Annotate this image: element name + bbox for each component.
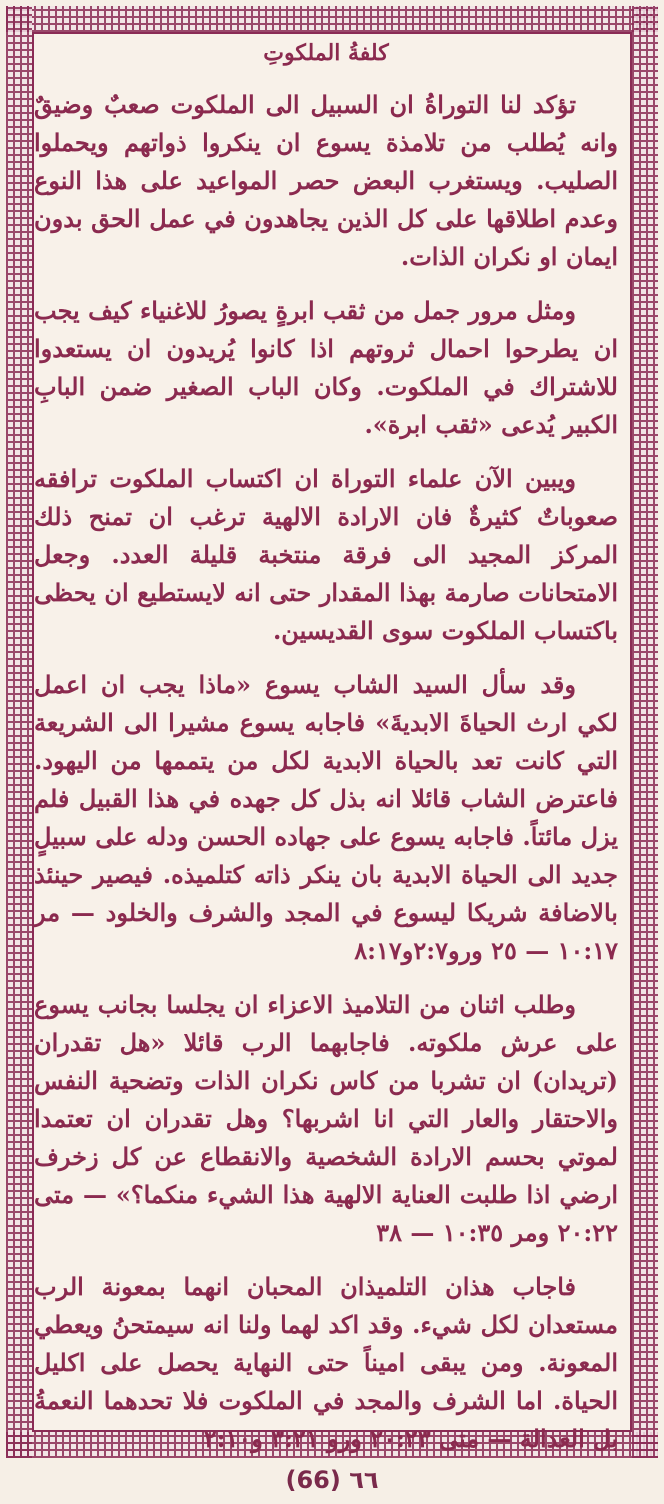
page-number: (66) ٦٦ [285, 1466, 379, 1494]
paragraph: فاجاب هذان التلميذان المحبان انهما بمعونة الرب مستعدان لكل شيء. وقد اكد لهما ولنا انه سيمتحنُ ويعطي المعونة. ومن يبقى اميناً حتى النهاية يحصل على اكليل الحياة. اما الشرف والمجد في الملكوت فلا تحدهما النعمةُ بل العدالة — متى ٢٠:٢٣ ورو ٣:٢١ و٢:١٠ [34, 1272, 618, 1453]
text-body [34, 34, 618, 1453]
ornamental-border-left [6, 6, 32, 1458]
page-title: كلفةُ الملكوتِ [263, 40, 389, 66]
ornamental-border-right [632, 6, 658, 1458]
paragraph: وقد سأل السيد الشاب يسوع «ماذا يجب ان اعمل لكي ارث الحياةَ الابديةَ» فاجابه يسوع مشيرا الى الشريعة التي كانت تعد بالحياة الابدية لكل من يتممها من اليهود. فاعترض الشاب قائلا انه بذل كل جهده في هذا القبيل فلم يزل مائتاً. فاجابه يسوع على جهاده الحسن ودله على سبيلٍ جديد الى الحياة الابدية بان ينكر ذاته كتلميذه. فيصير حينئذ بالاضافة شريكا ليسوع في المجد والشرف والخلود — مر ١٠:١٧ — ٢٥ ورو٢:٧و٨:١٧ [34, 670, 618, 965]
ornamental-border-top [6, 6, 658, 32]
paragraph: تؤكد لنا التوراةُ ان السبيل الى الملكوت صعبٌ وضيقٌ وانه يُطلب من تلامذة يسوع ان ينكروا ذواتهم ويحملوا الصليب. ويستغرب البعض حصر المواعيد على هذا النوع وعدم اطلاقها على كل الذين يجاهدون في عمل الحق بدون ايمان او نكران الذات. [34, 90, 618, 271]
paragraph: وطلب اثنان من التلاميذ الاعزاء ان يجلسا بجانب يسوع على عرش ملكوته. فاجابهما الرب قائلا «هل تقدران (تريدان) ان تشربا من كاس نكران الذات وتضحية النفس والاحتقار والعار التي انا اشربها؟ وهل تقدران ان تعتمدا لموتي بحسم الارادة الشخصية والانقطاع عن كل زخرف ارضي اذا طلبت العناية الالهية هذا الشيء منكما؟» — متى ٢٠:٢٢ ومر ١٠:٣٥ — ٣٨ [34, 990, 618, 1247]
paragraph: ويبين الآن علماء التوراة ان اكتساب الملكوت ترافقه صعوباتٌ كثيرةٌ فان الارادة الالهية ترغب ان تمنح ذلك المركز المجيد الى فرقة منتخبة قليلة العدد. وجعل الامتحانات صارمة بهذا المقدار حتى انه لايستطيع ان يحظى باكتساب الملكوت سوى القديسين. [34, 464, 618, 645]
paragraph: ومثل مرور جمل من ثقب ابرةٍ يصورُ للاغنياء كيف يجب ان يطرحوا احمال ثروتهم اذا كانوا يُريدون ان يستعدوا للاشتراك في الملكوت. وكان الباب الصغير ضمن البابِ الكبير يُدعى «ثقب ابرة». [34, 296, 618, 439]
